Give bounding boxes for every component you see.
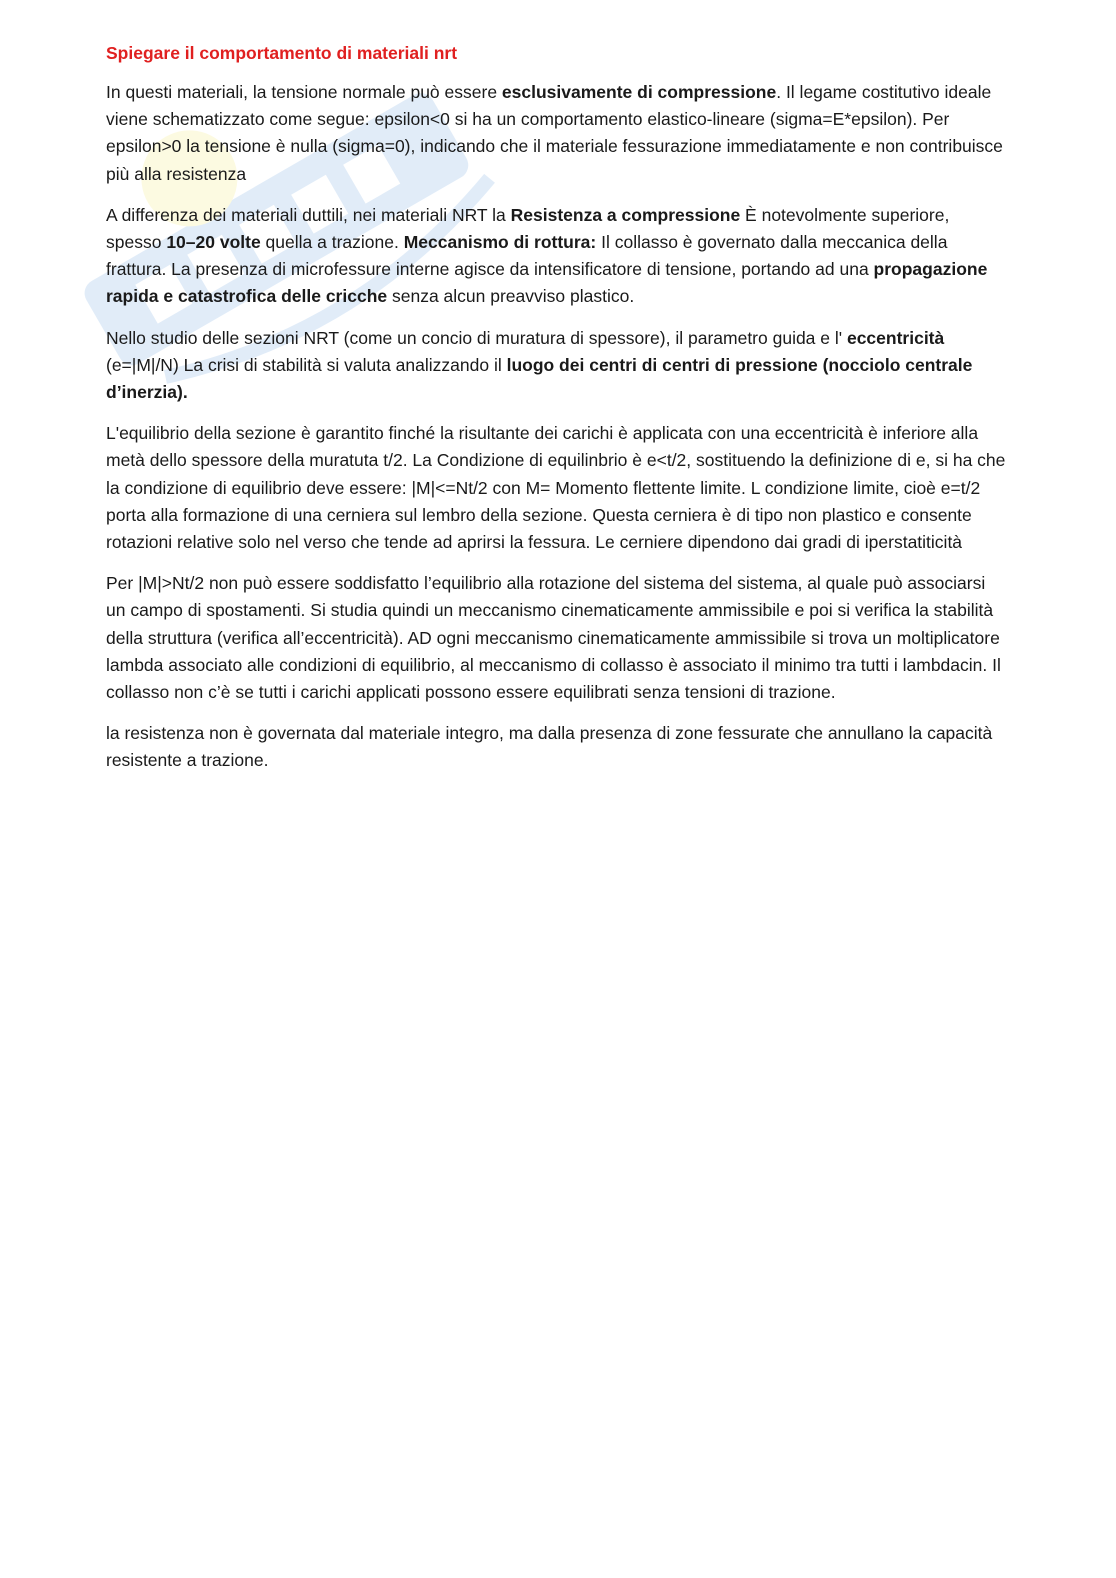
document-content: [106, 40, 1006, 789]
bold-text-run: esclusivamente di compressione: [501, 82, 777, 102]
text-run: In questi materiali, la tensione normale può essere: [106, 82, 502, 102]
text-run: L'equilibrio della sezione è garantito finché la risultante dei carichi è applicata con una eccentricità è inferiore alla metà dello spessore della muratuta t/2. La Condizione di equilinbrio è e<t/2, sostituendo la definizione di e, si ha che la condizione di equilibrio deve essere: |M|<=Nt/2 con M= Momento flettente limite. L condizione limite, cioè e=t/2 porta alla formazione di una cerniera sul lembro della sezione. Questa cerniera è di tipo non plastico e consente rotazioni relative solo nel verso che tende ad aprirsi la fessura. Le cerniere dipendono dai gradi di iperstatiticità: [106, 423, 1006, 553]
paragraph-2: [106, 202, 1006, 311]
text-run: (e=|M|/N) La crisi di stabilità si valuta analizzando il: [106, 354, 507, 375]
text-run: . Il legame costitutivo ideale viene schematizzato come segue: epsilon<0 si ha un comportamento elastico-lineare (sigma=E*epsilon). Per epsilon>0 la tensione è nulla (sigma=0), indicando che il materiale fessurazione immediatamente e non contribuisce più alla resistenza: [106, 82, 1003, 184]
document-title: Spiegare il comportamento di materiali nrt: [106, 43, 458, 63]
paragraph-3: [106, 325, 1006, 407]
bold-text-run: luogo dei centri di centri di pressione (nocciolo centrale d’inerzia).: [106, 354, 973, 403]
text-run: Per |M|>Nt/2 non può essere soddisfatto l’equilibrio alla rotazione del sistema del sistema, al quale può associarsi un campo di spostamenti. Si studia quindi un meccanismo cinematicamente ammissibile e poi si verifica la stabilità della struttura (verifica all’eccentricità). AD ogni meccanismo cinematicamente ammissibile si trova un moltiplicatore lambda associato alle condizioni di equilibrio, al meccanismo di collasso è associato il minimo tra tutti i lambdacin. Il collasso non c’è se tutti i carichi applicati possono essere equilibrati senza tensioni di trazione.: [106, 573, 1001, 703]
text-run: senza alcun preavviso plastico.: [387, 286, 635, 307]
text-run: È notevolmente superiore, spesso: [106, 204, 950, 253]
paragraph-5: [106, 570, 1006, 706]
bold-text-run: eccentricità: [846, 327, 945, 348]
paragraph-6: [106, 720, 1006, 774]
text-run: quella a trazione.: [260, 232, 404, 253]
bold-text-run: propagazione rapida e catastrofica delle cricche: [106, 259, 988, 307]
bold-text-run: Resistenza a compressione: [510, 204, 741, 225]
text-run: Nello studio delle sezioni NRT (come un concio di muratura di spessore), il parametro guida e l': [106, 327, 847, 348]
text-run: Il collasso è governato dalla meccanica della frattura. La presenza di microfessure interne agisce da intensificatore di tensione, portando ad una: [106, 232, 948, 280]
bold-text-run: 10–20 volte: [166, 232, 261, 253]
paragraph-1: [106, 79, 1006, 188]
text-run: la resistenza non è governata dal materiale integro, ma dalla presenza di zone fessurate che annullano la capacità resistente a trazione.: [106, 723, 993, 771]
bold-text-run: Meccanismo di rottura:: [403, 232, 597, 253]
paragraph-4: [106, 420, 1006, 556]
text-run: A differenza dei materiali duttili, nei materiali NRT la: [106, 204, 511, 225]
